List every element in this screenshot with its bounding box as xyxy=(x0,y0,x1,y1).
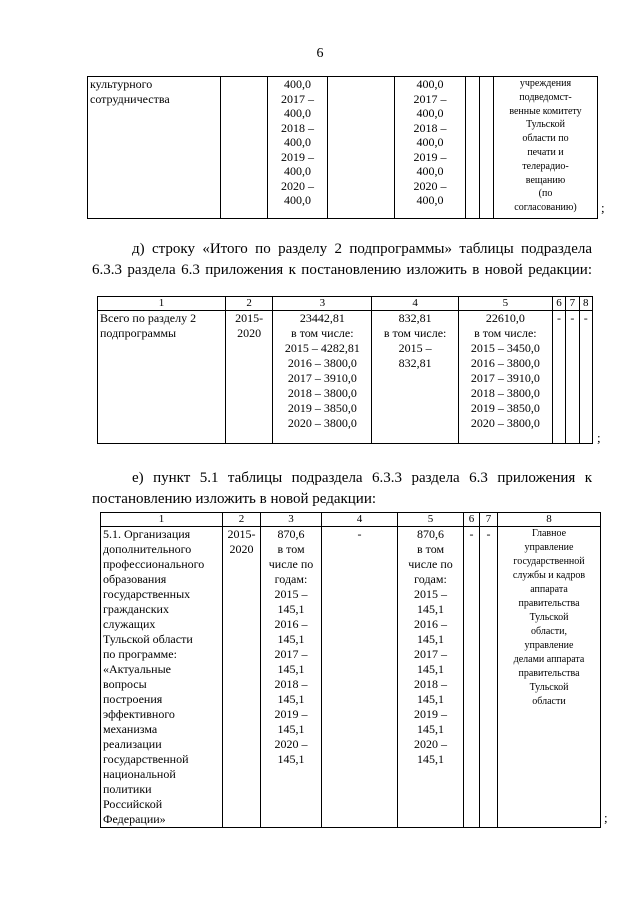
table-row xyxy=(101,527,601,828)
table-header-row xyxy=(98,297,593,311)
paragraph-d-line-2: 6.3.3 раздела 6.3 приложения к постановлению изложить в новой редакции: xyxy=(92,262,592,278)
paragraph-e-line-1: е) пункт 5.1 таблицы подраздела 6.3.3 раздела 6.3 приложения к xyxy=(132,470,592,486)
header-cell: 7 xyxy=(566,297,579,311)
cell-regional: 870,6 в том числе по годам: 2015 – 145,1 2016 – 145,1 2017 – 145,1 2018 – 145,1 2019 – 145,1 2020 – 145,1 xyxy=(398,527,464,828)
paragraph-e xyxy=(92,468,592,510)
cell-period: 2015- 2020 xyxy=(225,311,272,444)
cell-period: 2015- 2020 xyxy=(223,527,261,828)
paragraph-d xyxy=(92,239,592,281)
cell-name: 5.1. Организация дополнительного профессионального образования государственных гражданских служащих Тульской области по программе: «Актуальные вопросы построения эффективного механизма реализации государственной национальной политики Российской Федерации» xyxy=(101,527,223,828)
cell-federal: - xyxy=(322,527,398,828)
cell-federal: 832,81 в том числе: 2015 – 832,81 xyxy=(372,311,459,444)
end-mark-1: ; xyxy=(601,200,605,215)
table-item-5-1 xyxy=(100,512,601,828)
cell-name: культурного сотрудничества xyxy=(88,77,221,219)
header-cell: 3 xyxy=(273,297,372,311)
cell-c7 xyxy=(480,77,494,219)
cell-responsible: учреждения подведомст- венные комитету Тульской области по печати и телерадио- вещанию (по согласованию) xyxy=(494,77,598,219)
page-number: 6 xyxy=(316,46,324,61)
cell-total: 23442,81 в том числе: 2015 – 4282,81 2016 – 3800,0 2017 – 3910,0 2018 – 3800,0 2019 – 3850,0 2020 – 3800,0 xyxy=(273,311,372,444)
header-cell: 2 xyxy=(225,297,272,311)
table-header-row xyxy=(101,513,601,527)
header-cell: 5 xyxy=(458,297,552,311)
header-cell: 4 xyxy=(322,513,398,527)
cell-c6: - xyxy=(464,527,480,828)
header-cell: 6 xyxy=(464,513,480,527)
header-cell: 2 xyxy=(223,513,261,527)
cell-regional: 400,0 2017 – 400,0 2018 – 400,0 2019 – 400,0 2020 – 400,0 xyxy=(395,77,466,219)
cell-responsible: Главное управление государственной службы и кадров аппарата правительства Тульской области, управление делами аппарата правительства Тульской области xyxy=(498,527,601,828)
cell-period xyxy=(221,77,268,219)
end-mark-2: ; xyxy=(597,430,601,445)
table-row xyxy=(88,77,598,219)
table-culture-continuation xyxy=(87,76,598,219)
cell-total: 400,0 2017 – 400,0 2018 – 400,0 2019 – 400,0 2020 – 400,0 xyxy=(268,77,328,219)
cell-federal xyxy=(328,77,395,219)
cell-name: Всего по разделу 2 подпрограммы xyxy=(98,311,226,444)
paragraph-e-line-2: постановлению изложить в новой редакции: xyxy=(92,491,377,507)
cell-c8: - xyxy=(579,311,592,444)
end-mark-3: ; xyxy=(604,810,608,825)
header-cell: 1 xyxy=(98,297,226,311)
cell-total: 870,6 в том числе по годам: 2015 – 145,1 2016 – 145,1 2017 – 145,1 2018 – 145,1 2019 – 145,1 2020 – 145,1 xyxy=(261,527,322,828)
paragraph-d-line-1: д) строку «Итого по разделу 2 подпрограммы» таблицы подраздела xyxy=(132,241,592,257)
header-cell: 8 xyxy=(579,297,592,311)
table-section2-total xyxy=(97,296,593,444)
header-cell: 3 xyxy=(261,513,322,527)
cell-c6 xyxy=(466,77,480,219)
header-cell: 1 xyxy=(101,513,223,527)
table-row xyxy=(98,311,593,444)
cell-c7: - xyxy=(566,311,579,444)
cell-c7: - xyxy=(480,527,498,828)
cell-c6: - xyxy=(552,311,565,444)
header-cell: 4 xyxy=(372,297,459,311)
cell-regional: 22610,0 в том числе: 2015 – 3450,0 2016 – 3800,0 2017 – 3910,0 2018 – 3800,0 2019 – 3850,0 2020 – 3800,0 xyxy=(458,311,552,444)
header-cell: 7 xyxy=(480,513,498,527)
header-cell: 5 xyxy=(398,513,464,527)
header-cell: 6 xyxy=(552,297,565,311)
header-cell: 8 xyxy=(498,513,601,527)
